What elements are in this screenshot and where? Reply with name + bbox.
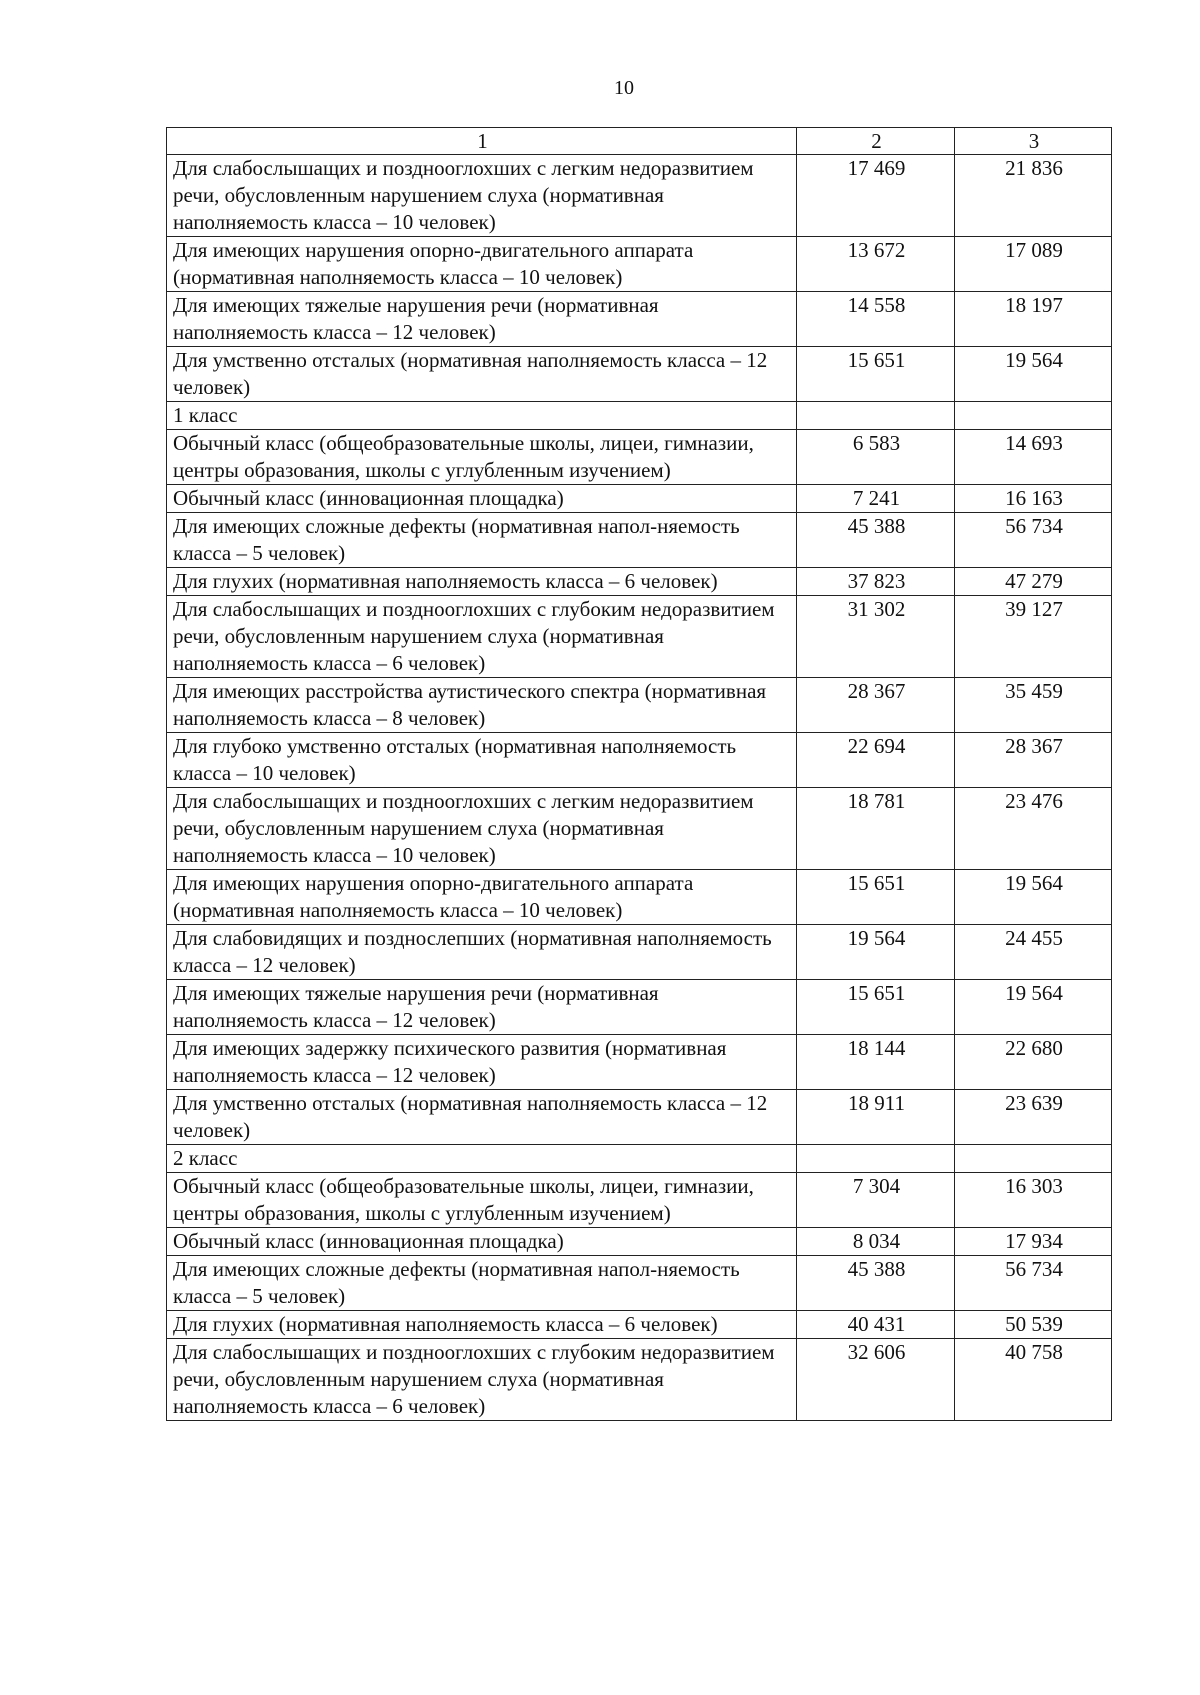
row-value-col2: 19 564 bbox=[797, 925, 955, 980]
row-label: Для умственно отсталых (нормативная наполняемость класса – 12 человек) bbox=[167, 347, 797, 402]
row-label: Для слабослышащих и позднооглохших с глубоким недоразвитием речи, обусловленным нарушением слуха (нормативная наполняемость класса – 6 человек) bbox=[167, 1339, 797, 1421]
row-value-col2 bbox=[797, 1145, 955, 1173]
table-row bbox=[167, 1339, 1112, 1421]
row-value-col2: 40 431 bbox=[797, 1311, 955, 1339]
table-row bbox=[167, 1228, 1112, 1256]
table-row bbox=[167, 1035, 1112, 1090]
row-label: Для слабовидящих и позднослепших (нормативная наполняемость класса – 12 человек) bbox=[167, 925, 797, 980]
row-value-col2: 45 388 bbox=[797, 513, 955, 568]
table-row bbox=[167, 596, 1112, 678]
row-value-col3: 23 476 bbox=[955, 788, 1112, 870]
table-row bbox=[167, 1173, 1112, 1228]
table-row bbox=[167, 678, 1112, 733]
row-label: Для слабослышащих и позднооглохших с легким недоразвитием речи, обусловленным нарушением слуха (нормативная наполняемость класса – 10 человек) bbox=[167, 788, 797, 870]
row-value-col2: 13 672 bbox=[797, 237, 955, 292]
row-label: Для имеющих тяжелые нарушения речи (нормативная наполняемость класса – 12 человек) bbox=[167, 980, 797, 1035]
table-row bbox=[167, 980, 1112, 1035]
table-row bbox=[167, 1311, 1112, 1339]
row-value-col3: 17 934 bbox=[955, 1228, 1112, 1256]
row-value-col3: 50 539 bbox=[955, 1311, 1112, 1339]
row-value-col3 bbox=[955, 1145, 1112, 1173]
row-value-col3: 19 564 bbox=[955, 870, 1112, 925]
table-row bbox=[167, 733, 1112, 788]
table-row bbox=[167, 347, 1112, 402]
row-value-col2: 7 241 bbox=[797, 485, 955, 513]
row-label: Для слабослышащих и позднооглохших с легким недоразвитием речи, обусловленным нарушением слуха (нормативная наполняемость класса – 10 человек) bbox=[167, 155, 797, 237]
row-value-col3: 17 089 bbox=[955, 237, 1112, 292]
row-label: Для имеющих тяжелые нарушения речи (нормативная наполняемость класса – 12 человек) bbox=[167, 292, 797, 347]
table-row bbox=[167, 402, 1112, 430]
row-value-col2: 28 367 bbox=[797, 678, 955, 733]
row-value-col2: 15 651 bbox=[797, 347, 955, 402]
row-value-col2: 37 823 bbox=[797, 568, 955, 596]
table-row bbox=[167, 1145, 1112, 1173]
row-value-col2: 18 781 bbox=[797, 788, 955, 870]
row-value-col2: 32 606 bbox=[797, 1339, 955, 1421]
row-label: Для умственно отсталых (нормативная наполняемость класса – 12 человек) bbox=[167, 1090, 797, 1145]
row-label: Для глубоко умственно отсталых (нормативная наполняемость класса – 10 человек) bbox=[167, 733, 797, 788]
table-row bbox=[167, 430, 1112, 485]
page-number: 10 bbox=[614, 77, 634, 99]
row-value-col2: 18 144 bbox=[797, 1035, 955, 1090]
row-value-col3: 22 680 bbox=[955, 1035, 1112, 1090]
row-value-col2 bbox=[797, 402, 955, 430]
row-value-col2: 8 034 bbox=[797, 1228, 955, 1256]
row-value-col2: 17 469 bbox=[797, 155, 955, 237]
row-label: Для имеющих нарушения опорно-двигательного аппарата (нормативная наполняемость класса – 10 человек) bbox=[167, 870, 797, 925]
row-label: Для слабослышащих и позднооглохших с глубоким недоразвитием речи, обусловленным нарушением слуха (нормативная наполняемость класса – 6 человек) bbox=[167, 596, 797, 678]
row-label: Для имеющих задержку психического развития (нормативная наполняемость класса – 12 человек) bbox=[167, 1035, 797, 1090]
table-row bbox=[167, 788, 1112, 870]
header-cell-1: 1 bbox=[167, 128, 797, 155]
row-value-col3: 19 564 bbox=[955, 980, 1112, 1035]
table-row bbox=[167, 155, 1112, 237]
row-value-col3: 23 639 bbox=[955, 1090, 1112, 1145]
row-label: Обычный класс (общеобразовательные школы, лицеи, гимназии, центры образования, школы с углубленным изучением) bbox=[167, 430, 797, 485]
row-label: Для имеющих расстройства аутистического спектра (нормативная наполняемость класса – 8 человек) bbox=[167, 678, 797, 733]
table-row bbox=[167, 292, 1112, 347]
row-label: 2 класс bbox=[167, 1145, 797, 1173]
row-value-col3: 39 127 bbox=[955, 596, 1112, 678]
row-label: Для глухих (нормативная наполняемость класса – 6 человек) bbox=[167, 568, 797, 596]
row-label: Обычный класс (общеобразовательные школы, лицеи, гимназии, центры образования, школы с углубленным изучением) bbox=[167, 1173, 797, 1228]
row-label: Для имеющих сложные дефекты (нормативная напол-няемость класса – 5 человек) bbox=[167, 1256, 797, 1311]
row-label: Обычный класс (инновационная площадка) bbox=[167, 485, 797, 513]
table-row bbox=[167, 925, 1112, 980]
row-value-col3: 16 303 bbox=[955, 1173, 1112, 1228]
row-label: 1 класс bbox=[167, 402, 797, 430]
row-value-col2: 15 651 bbox=[797, 980, 955, 1035]
row-label: Для имеющих сложные дефекты (нормативная напол-няемость класса – 5 человек) bbox=[167, 513, 797, 568]
table-header-row bbox=[167, 128, 1112, 155]
table-row bbox=[167, 513, 1112, 568]
row-value-col2: 14 558 bbox=[797, 292, 955, 347]
table-row bbox=[167, 1090, 1112, 1145]
row-value-col2: 6 583 bbox=[797, 430, 955, 485]
row-value-col2: 18 911 bbox=[797, 1090, 955, 1145]
row-value-col3: 24 455 bbox=[955, 925, 1112, 980]
row-value-col3: 56 734 bbox=[955, 513, 1112, 568]
table-row bbox=[167, 237, 1112, 292]
row-value-col3: 19 564 bbox=[955, 347, 1112, 402]
row-value-col2: 22 694 bbox=[797, 733, 955, 788]
table-row bbox=[167, 568, 1112, 596]
row-value-col3: 28 367 bbox=[955, 733, 1112, 788]
row-value-col3: 14 693 bbox=[955, 430, 1112, 485]
row-label: Для имеющих нарушения опорно-двигательного аппарата (нормативная наполняемость класса – 10 человек) bbox=[167, 237, 797, 292]
row-value-col3: 21 836 bbox=[955, 155, 1112, 237]
table-row bbox=[167, 485, 1112, 513]
row-value-col2: 15 651 bbox=[797, 870, 955, 925]
row-label: Для глухих (нормативная наполняемость класса – 6 человек) bbox=[167, 1311, 797, 1339]
row-value-col2: 7 304 bbox=[797, 1173, 955, 1228]
table-row bbox=[167, 1256, 1112, 1311]
row-value-col3: 18 197 bbox=[955, 292, 1112, 347]
row-value-col3: 35 459 bbox=[955, 678, 1112, 733]
table-row bbox=[167, 870, 1112, 925]
row-label: Обычный класс (инновационная площадка) bbox=[167, 1228, 797, 1256]
row-value-col3: 40 758 bbox=[955, 1339, 1112, 1421]
header-cell-2: 2 bbox=[797, 128, 955, 155]
row-value-col3: 47 279 bbox=[955, 568, 1112, 596]
row-value-col2: 31 302 bbox=[797, 596, 955, 678]
row-value-col3 bbox=[955, 402, 1112, 430]
row-value-col2: 45 388 bbox=[797, 1256, 955, 1311]
data-table bbox=[166, 127, 1112, 1421]
header-cell-3: 3 bbox=[955, 128, 1112, 155]
row-value-col3: 56 734 bbox=[955, 1256, 1112, 1311]
row-value-col3: 16 163 bbox=[955, 485, 1112, 513]
